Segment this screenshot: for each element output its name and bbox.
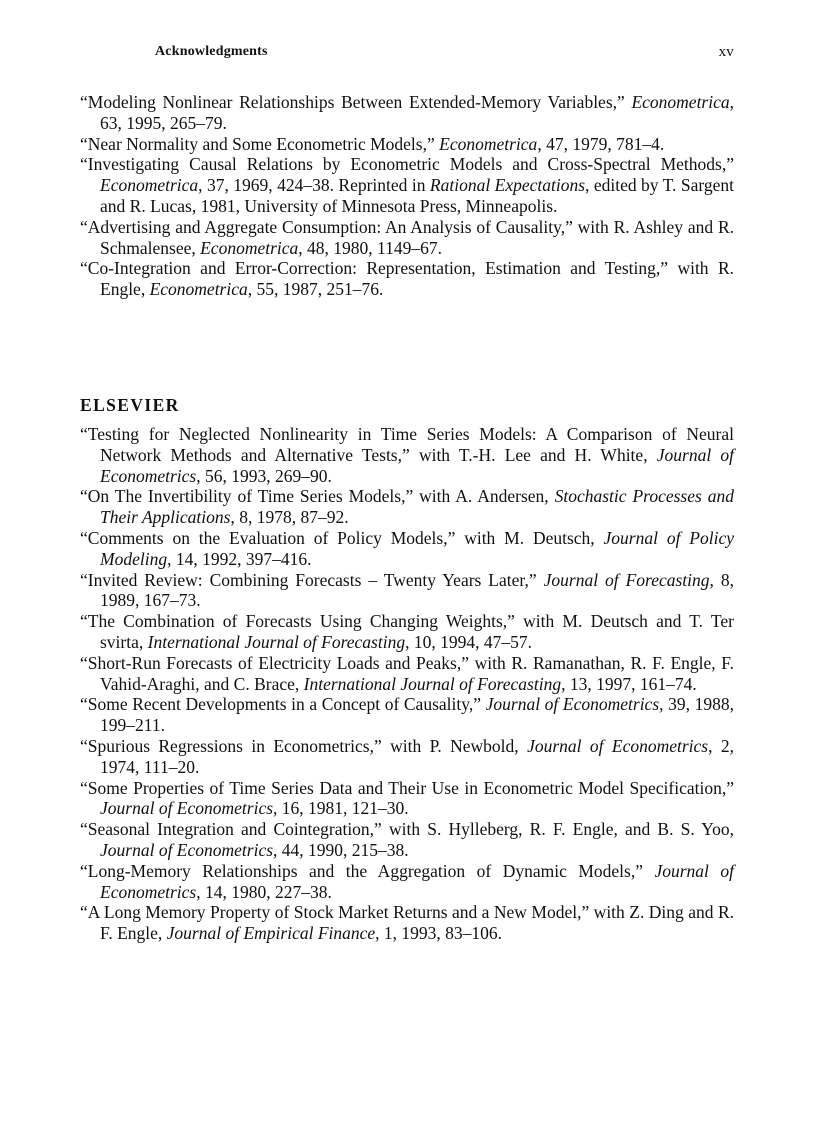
reference-item: “Comments on the Evaluation of Policy Models,” with M. Deutsch, Journal of Policy Modeling, 14, 1992, 397–416. [80,527,734,569]
reference-item: “Near Normality and Some Econometric Models,” Econometrica, 47, 1979, 781–4. [80,133,665,154]
reference-item: “A Long Memory Property of Stock Market Returns and a New Model,” with Z. Ding and R. F. Engle, Journal of Empirical Finance, 1, 1993, 83–106. [80,902,734,944]
running-head [155,44,734,64]
reference-item: “The Combination of Forecasts Using Changing Weights,” with M. Deutsch and T. Ter svirta, International Journal of Forecasting, 10, 1994, 47–57. [80,611,734,652]
reference-item: “Modeling Nonlinear Relationships Between Extended-Memory Variables,” Econometrica, 63, 1995, 265–79. [80,92,734,133]
reference-item: “On The Invertibility of Time Series Models,” with A. Andersen, Stochastic Processes and Their Applications, 8, 1978, 87–92. [80,486,734,528]
reference-item: “Co-Integration and Error-Correction: Representation, Estimation and Testing,” with R. Engle, Econometrica, 55, 1987, 251–76. [80,258,734,300]
section-heading-elsevier: ELSEVIER [80,395,180,415]
reference-item: “Spurious Regressions in Econometrics,” with P. Newbold, Journal of Econometrics, 2, 1974, 111–20. [80,735,735,777]
reference-item: “Advertising and Aggregate Consumption: An Analysis of Causality,” with R. Ashley and R. Schmalensee, Econometrica, 48, 1980, 1149–67. [80,216,734,258]
econometrica-section [80,92,734,300]
econometrica-reference-list [80,92,734,300]
running-head-title: Acknowledgments [155,44,268,59]
reference-item: “Long-Memory Relationships and the Aggregation of Dynamic Models,” Journal of Econometrics, 14, 1980, 227–38. [80,860,734,902]
elsevier-section [80,394,734,944]
reference-item: “Investigating Causal Relations by Econometric Models and Cross-Spectral Methods,” Econometrica, 37, 1969, 424–38. Reprinted in Rational Expectations, edited by T. Sargent and R. Lucas, 1981, University of Minnesota Press, Minneapolis. [80,154,735,216]
reference-item: “Some Recent Developments in a Concept of Causality,” Journal of Econometrics, 39, 1988, 199–211. [80,694,734,736]
reference-item: “Some Properties of Time Series Data and Their Use in Econometric Model Specification,” Journal of Econometrics, 16, 1981, 121–30. [80,777,734,819]
reference-item: “Testing for Neglected Nonlinearity in Time Series Models: A Comparison of Neural Network Methods and Alternative Tests,” with T.-H. Lee and H. White, Journal of Econometrics, 56, 1993, 269–90. [80,424,734,486]
reference-item: “Seasonal Integration and Cointegration,” with S. Hylleberg, R. F. Engle, and B. S. Yoo, Journal of Econometrics, 44, 1990, 215–38. [80,819,734,860]
reference-item: “Short-Run Forecasts of Electricity Loads and Peaks,” with R. Ramanathan, R. F. Engle, F. Vahid-Araghi, and C. Brace, International Journal of Forecasting, 13, 1997, 161–74. [80,652,734,694]
reference-item: “Invited Review: Combining Forecasts – Twenty Years Later,” Journal of Forecasting, 8, 1989, 167–73. [80,569,734,611]
elsevier-reference-list [80,424,734,944]
page-number: xv [718,44,734,60]
